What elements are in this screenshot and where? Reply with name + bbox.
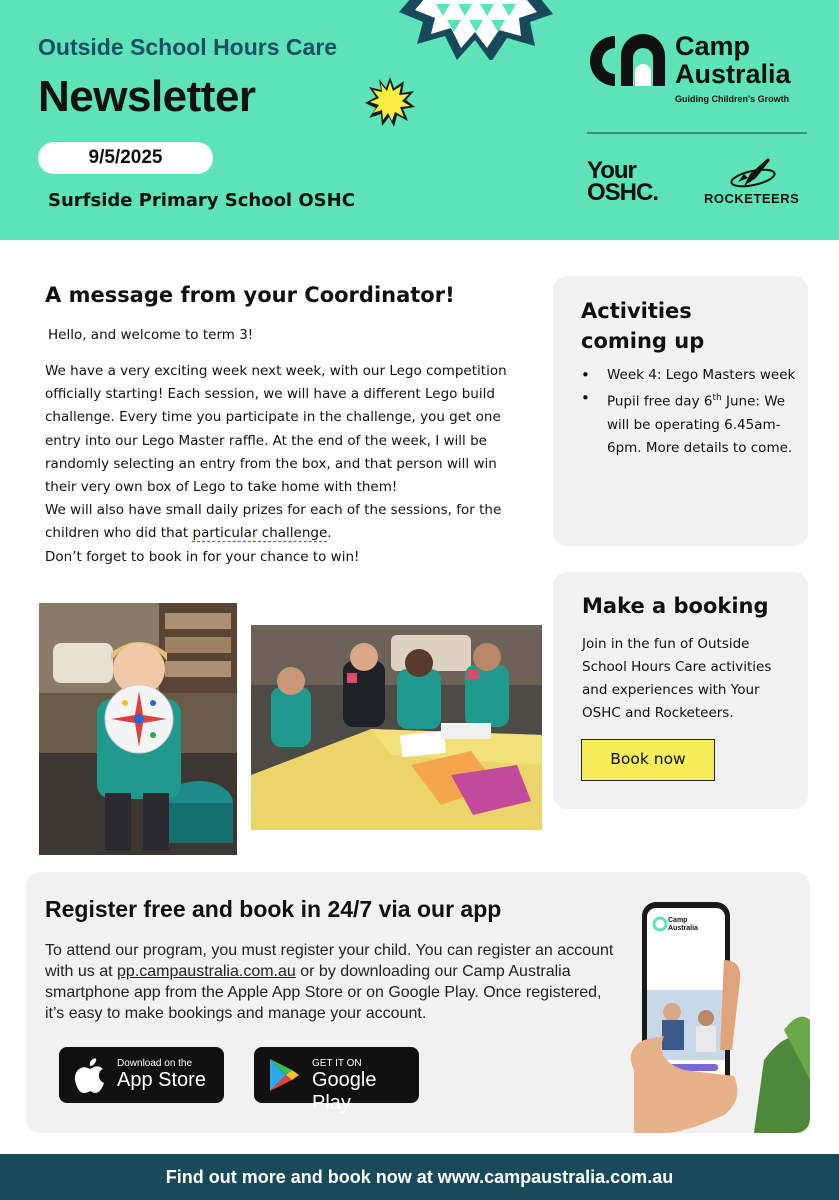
- spellcheck-marked-text: particular challenge: [192, 525, 328, 542]
- google-play-button[interactable]: GET IT ON Google Play: [254, 1047, 419, 1103]
- newsletter-header: [0, 0, 839, 240]
- header-subtitle: Outside School Hours Care: [38, 34, 338, 60]
- activities-list: [581, 364, 796, 460]
- list-item: • Pupil free day 6th June: We will be operating 6.45am-6pm. More details to come.: [581, 387, 796, 460]
- brand-tagline: Guiding Children's Growth: [675, 94, 790, 104]
- newsletter-date: 9/5/2025: [38, 142, 213, 174]
- page-title: Newsletter: [38, 72, 256, 121]
- booking-card: [553, 572, 808, 809]
- booking-heading: Make a booking: [582, 594, 769, 618]
- register-description: To attend our program, you must register your child. You can register an account with us at pp.campaustralia.com.au or by downloading our Camp Australia smartphone app from the Apple App Store or on Google Play. Once registered, it’s easy to make bookings and manage your account.: [45, 942, 614, 1022]
- message-paragraph: We will also have small daily prizes for each of the sessions, for the children who did that particular challenge.: [45, 502, 502, 542]
- camp-australia-wordmark: Camp Australia: [675, 31, 791, 89]
- coordinator-message: [45, 360, 515, 569]
- coordinator-heading: A message from your Coordinator!: [45, 283, 455, 307]
- booking-description: Join in the fun of Outside School Hours Care activities and experiences with Your OSHC and Rocketeers.: [582, 636, 772, 721]
- sun-burst-icon: [364, 76, 416, 128]
- rocketeers-logo: ROCKETEERS: [704, 191, 800, 206]
- apple-icon: [73, 1057, 107, 1095]
- camp-australia-mark-icon: [585, 32, 669, 90]
- footer-banner: Find out more and book now at www.campaustralia.com.au: [0, 1154, 839, 1200]
- starburst-triangle-pattern-icon: [395, 0, 555, 60]
- rocket-icon: [728, 156, 778, 190]
- message-paragraph: Don’t forget to book in for your chance to win!: [45, 548, 360, 565]
- register-heading: Register free and book in 24/7 via our app: [45, 896, 502, 922]
- app-store-button[interactable]: Download on the App Store: [59, 1047, 224, 1103]
- your-oshc-logo: Your OSHC.: [587, 157, 659, 206]
- activities-heading: Activities coming up: [581, 299, 705, 353]
- phone-app-illustration: [624, 900, 810, 1133]
- activities-card: [553, 276, 808, 546]
- svg-text:Camp: Camp: [668, 917, 688, 924]
- registration-link[interactable]: pp.campaustralia.com.au: [117, 963, 296, 980]
- header-divider: [587, 132, 807, 134]
- register-panel: [26, 872, 810, 1133]
- message-paragraph: We have a very exciting week next week, with our Lego competition officially starting! Each session, we will have a different Lego build challenge. Every time you participate in the challenge, you get one entry into our Lego Master raffle. At the end of the week, I will be randomly selecting an entry from the box, and that person will win their very own box of Lego to take home with them!: [45, 363, 507, 496]
- list-item: • Week 4: Lego Masters week: [581, 364, 796, 387]
- children-building-lego-photo: [251, 625, 542, 830]
- book-now-button[interactable]: Book now: [581, 739, 715, 781]
- camp-australia-logo: [585, 30, 810, 110]
- coordinator-greeting: Hello, and welcome to term 3!: [48, 327, 254, 343]
- child-with-lego-plate-photo: [39, 603, 237, 855]
- school-name: Surfside Primary School OSHC: [48, 190, 355, 211]
- google-play-icon: [268, 1057, 300, 1093]
- svg-text:Australia: Australia: [668, 925, 698, 932]
